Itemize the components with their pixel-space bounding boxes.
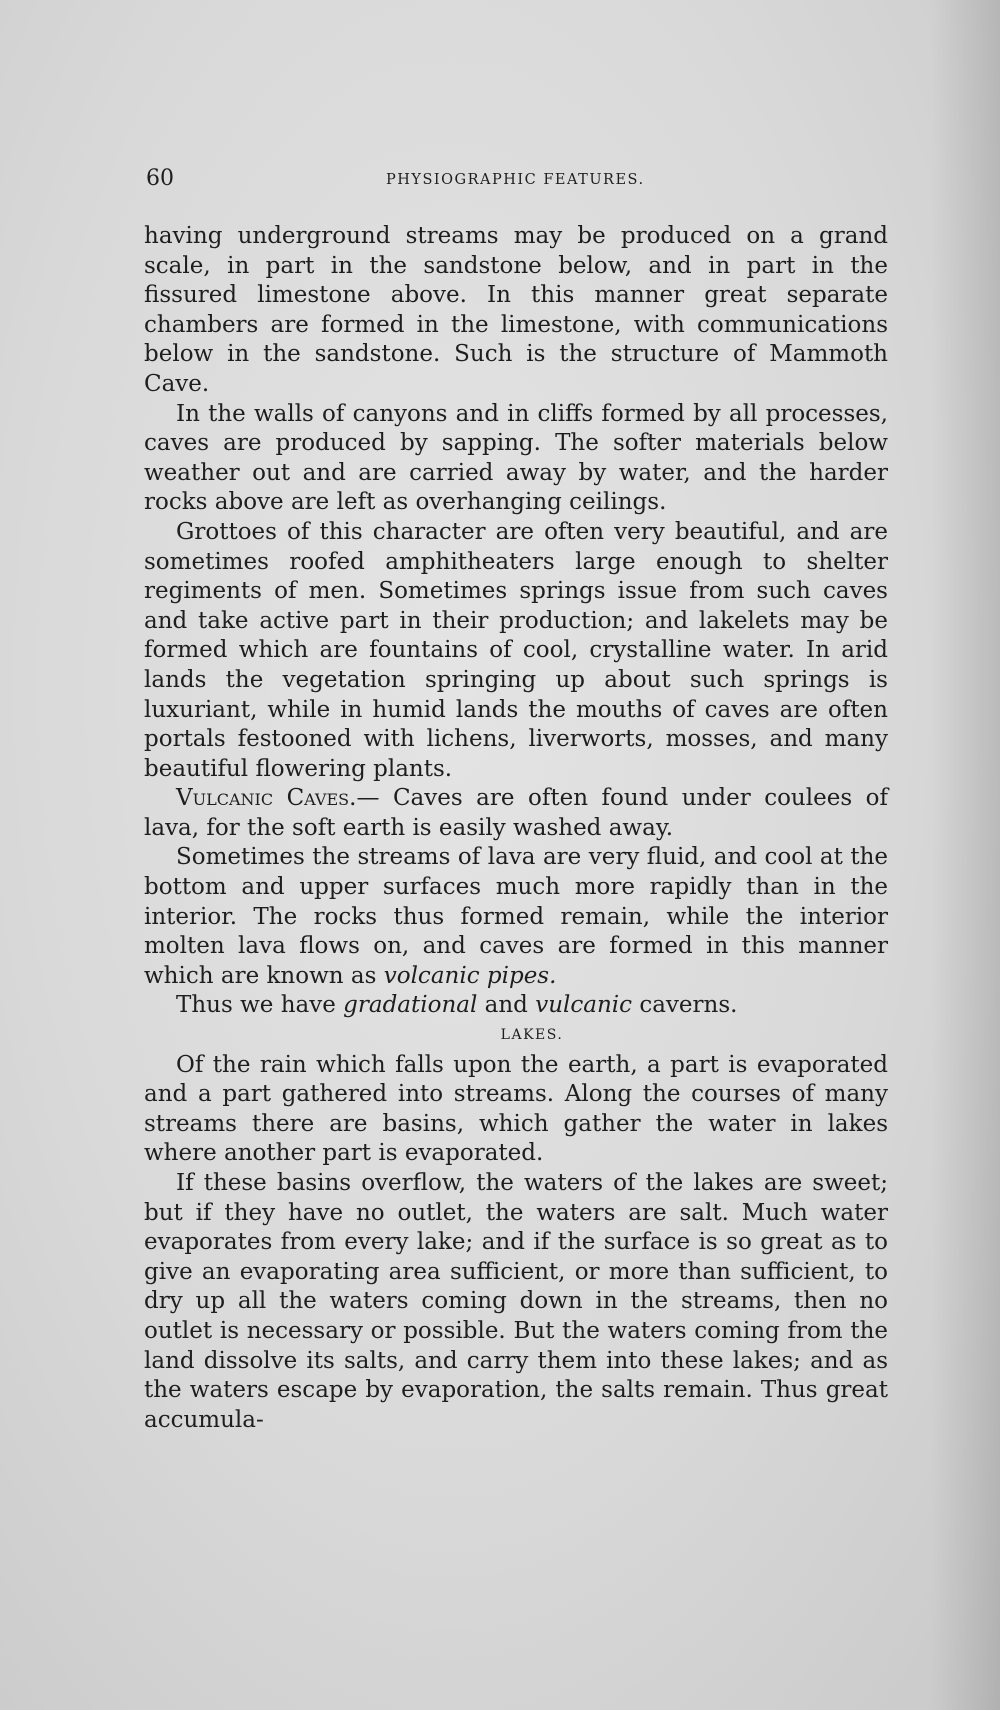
paragraph-vulcanic-caves-text: — Caves are often found under coulees of lava, for the soft earth is easily washed away.: [144, 785, 888, 841]
paragraph-lava-streams: [144, 843, 888, 991]
paragraph-vulcanic-caves: [144, 784, 888, 843]
paragraph-lava-streams-text: Sometimes the streams of lava are very fluid, and cool at the bottom and upper surfaces much more rapidly than in the interior. The rocks thus formed remain, while the interior molten lava flows on, and caves are formed in this manner which are known as: [144, 844, 888, 989]
italic-term: vulcanic: [535, 992, 633, 1019]
running-head: [146, 166, 876, 200]
paragraph-cavern-types-text: caverns.: [632, 992, 738, 1019]
body-text: [144, 222, 888, 1435]
paragraph-grottoes: Grottoes of this character are often very beautiful, and are sometimes roofed amphitheaters large enough to shelter regiments of men. Sometimes springs issue from such caves and take active part in their production; and lakelets may be formed which are fountains of cool, crystalline water. In arid lands the vegetation springing up about such springs is luxuriant, while in humid lands the mouths of caves are often portals festooned with lichens, liverworts, mosses, and many beautiful flowering plants.: [144, 518, 888, 782]
paragraph-basins: If these basins overflow, the waters of the lakes are sweet; but if they have no outlet, the waters are salt. Much water evaporates from every lake; and if the surface is so great as to give an evaporating area sufficient, or more than sufficient, to dry up all the waters coming down in the streams, then no outlet is necessary or possible. But the waters coming from the land dissolve its salts, and carry them into these lakes; and as the waters escape by evaporation, the salts remain. Thus great accumula-: [144, 1170, 888, 1433]
paragraph-cavern-types-text: and: [477, 992, 536, 1019]
section-heading-lakes: LAKES.: [500, 1027, 564, 1044]
paragraph-sapping: In the walls of canyons and in cliffs formed by all processes, caves are produced by sapping. The softer materials below weather out and are carried away by water, and the harder rocks above are left as overhanging ceilings.: [144, 400, 888, 516]
page-number: 60: [146, 166, 174, 191]
paragraph-cavern-types: [144, 991, 888, 1021]
paragraph-mammoth-cave: having underground streams may be produced on a grand scale, in part in the sandstone below, and in part in the fissured limestone above. In this manner great separate chambers are formed in the limestone, with communications below in the sandstone. Such is the structure of Mammoth Cave.: [144, 223, 888, 397]
paragraph-rain: Of the rain which falls upon the earth, a part is evaporated and a part gathered into streams. Along the courses of many streams there are basins, which gather the water in lakes where another part is evaporated.: [144, 1051, 888, 1167]
section-subheading: Vulcanic Caves.: [176, 785, 357, 812]
paragraph-cavern-types-text: Thus we have: [176, 992, 344, 1019]
italic-term: volcanic pipes.: [383, 962, 557, 989]
italic-term: gradational: [343, 992, 478, 1019]
running-title: PHYSIOGRAPHIC FEATURES.: [386, 172, 645, 188]
